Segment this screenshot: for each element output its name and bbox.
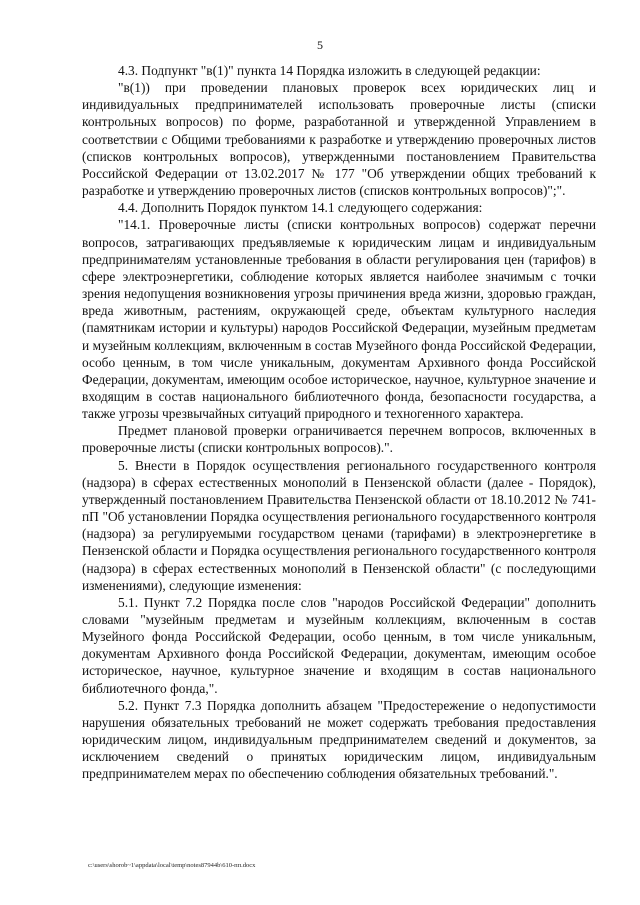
paragraph-inspection-subject: Предмет плановой проверки ограничивается перечнем вопросов, включенных в проверочные листы (списки контрольных вопросов).". xyxy=(82,423,596,456)
paragraph-4-4: 4.4. Дополнить Порядок пунктом 14.1 следующего содержания: xyxy=(118,200,483,216)
paragraph-14-1: "14.1. Проверочные листы (списки контрольных вопросов) содержат перечни вопросов, затрагивающих предъявляемые к юридическим лицам и индивидуальным предпринимателям установленные требования в области регулирования цен (тарифов) в сфере электроэнергетики, соблюдение которых является наиболее значимым с точки зрения недопущения возникновения угрозы причинения вреда жизни, здоровью граждан, вреда животным, растениям, окружающей среде, объектам культурного наследия (памятникам истории и культуры) народов Российской Федерации, музейным предметам и музейным коллекциям, включенным в состав Музейного фонда Российской Федерации, особо ценным, в том числе уникальным, документам Архивного фонда Российской Федерации, документам, имеющим особое историческое, научное, культурное значение и входящим в состав национального библиотечного фонда, безопасности государства, а также угрозы чрезвычайных ситуаций природного и техногенного характера. xyxy=(82,217,596,422)
footer-file-path: c:\users\shorob~1\appdata\local\temp\notes87944b\610-пп.docx xyxy=(88,862,256,869)
paragraph-5: 5. Внести в Порядок осуществления регионального государственного контроля (надзора) в сферах естественных монополий в Пензенской области (далее - Порядок), утвержденный постановлением Правительства Пензенской области от 18.10.2012 № 741-пП "Об установлении Порядка осуществления регионального государственного контроля (надзора) за регулируемыми государством ценами (тарифами) в электроэнергетике в Пензенской области и Порядка осуществления регионального государственного контроля (надзора) в сферах естественных монополий в Пензенской области" (с последующими изменениями), следующие изменения: xyxy=(82,457,596,593)
paragraph-4-3: 4.3. Подпункт "в(1)" пункта 14 Порядка изложить в следующей редакции: xyxy=(118,63,541,78)
document-body xyxy=(82,62,596,783)
paragraph-5-2: 5.2. Пункт 7.3 Порядка дополнить абзацем "Предостережение о недопустимости нарушения обязательных требований не может содержать требования предоставления юридическим лицом, индивидуальным предпринимателем сведений и документов, за исключением сведений о принятых юридическим лицом, индивидуальным предпринимателем мерах по обеспечению соблюдения обязательных требований.". xyxy=(82,697,596,782)
paragraph-5-1: 5.1. Пункт 7.2 Порядка после слов "народов Российской Федерации" дополнить словами "музейным предметам и музейным коллекциям, включенным в состав Музейного фонда Российской Федерации, особо ценным, в том числе уникальным, документам Архивного фонда Российской Федерации, документам, имеющим особое историческое, научное, культурное значение и входящим в состав национального библиотечного фонда,". xyxy=(82,594,596,696)
paragraph-4-3-text: "в(1)) при проведении плановых проверок всех юридических лиц и индивидуальных предпринимателей использовать проверочные листы (списки контрольных вопросов) по форме, разработанной и утвержденной Управлением в соответствии с Общими требованиями к разработке и утверждению проверочных листов (списков контрольных вопросов), утвержденными постановлением Правительства Российской Федерации от 13.02.2017 № 177 "Об утверждении общих требований к разработке и утверждению проверочных листов (списков контрольных вопросов)";". xyxy=(82,80,596,199)
page-number: 5 xyxy=(317,38,323,52)
